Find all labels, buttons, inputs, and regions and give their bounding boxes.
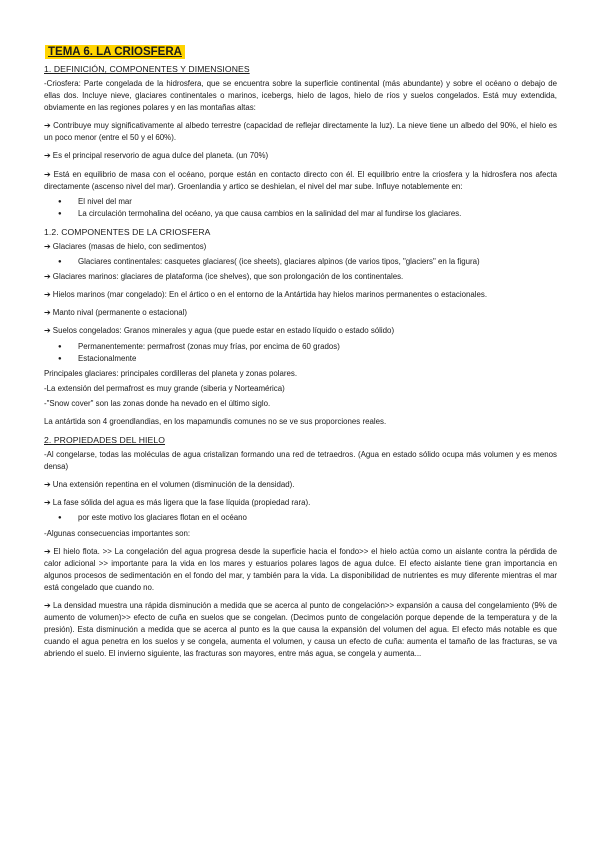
paragraph-densidad: ➔ La densidad muestra una rápida disminución a medida que se acerca al punto de congelación>> expansión a causa del congelamiento (9% de aumento de volumen)>> efecto de cuña en suelos que se congelan. (Decimos punto de congelación porque depende de la temperatura y de la presión). Esta disminución a medida que se acerca al punto es la que causa la expansión del volumen del agua. El efecto más notable es que cuando el agua penetra en los suelos y se congela, aumenta el volumen, y causa un efecto de cuña: aumenta el tamaño de las fracturas, se va abriendo el suelo. El invierno siguiente, las fracturas son mayores, entre más agua, se congela y aumenta... xyxy=(44,601,557,659)
paragraph-consecuencias: -Algunas consecuencias importantes son: xyxy=(44,528,191,538)
paragraph-congelarse: -Al congelarse, todas las moléculas de agua cristalizan formando una red de tetraedros. (Agua en estado sólido ocupa más volumen y es menos densa) xyxy=(44,450,557,472)
bullet-list-glaciares xyxy=(44,256,557,268)
section-heading-propiedades: 2. PROPIEDADES DEL HIELO xyxy=(44,435,166,446)
bullet-list-suelos xyxy=(44,341,557,365)
paragraph-antartida: La antártida son 4 groendlandias, en los mapamundis comunes no se ve sus proporciones reales. xyxy=(44,416,387,426)
list-item: ● El nivel del mar xyxy=(78,196,557,208)
section-heading-componentes: 1.2. COMPONENTES DE LA CRIOSFERA xyxy=(44,226,211,237)
paragraph-fase-solida: ➔ La fase sólida del agua es más ligera que la fase líquida (propiedad rara). xyxy=(44,498,311,508)
paragraph-equilibrio: ➔ Está en equilibrio de masa con el océano, porque están en contacto directo con él. El equilibrio entre la criosfera y la hidrosfera nos afecta directamente (ascenso nivel del mar). Groenlandia y artico se deshielan, el nivel del mar sube. Influye notablemente en: xyxy=(44,169,557,191)
paragraph-extension-volumen: ➔ Una extensión repentina en el volumen (disminución de la densidad). xyxy=(44,480,295,490)
bullet-list-influye xyxy=(44,196,557,220)
section-heading-definicion: 1. DEFINICIÓN, COMPONENTES Y DIMENSIONES xyxy=(44,64,250,74)
paragraph-criosfera-definition: -Criosfera: Parte congelada de la hidrosfera, que se encuentra sobre la superficie continental (más abundante) y sobre el océano o debajo de ellas dos. Incluye nieve, glaciares continentales o marinos, icebergs, hielo de lagos, hielo de ríos y suelos congelados. Está muy extendida, obviamente en las regiones polares y en las montañas altas: xyxy=(44,79,557,113)
list-item: ● Estacionalmente xyxy=(78,353,557,365)
paragraph-manto-nival: ➔ Manto nival (permanente o estacional) xyxy=(44,308,188,318)
list-item: ● Permanentemente: permafrost (zonas muy frías, por encima de 60 grados) xyxy=(78,341,557,353)
list-item: ● La circulación termohalina del océano, ya que causa cambios en la salinidad del mar al fundirse los glaciares. xyxy=(78,208,557,220)
paragraph-glaciares: ➔ Glaciares (masas de hielo, con sedimentos) xyxy=(44,241,207,251)
paragraph-suelos-congelados: ➔ Suelos congelados: Granos minerales y agua (que puede estar en estado líquido o estado sólido) xyxy=(44,326,395,336)
paragraph-hielo-flota: ➔ El hielo flota. >> La congelación del agua progresa desde la superficie hacia el fondo>> el hielo actúa como un aislante contra la pérdida de calor adicional >> importante para la vida en los mares y estuarios polares lagos de agua dulce. El efecto aislante tiene gran importancia en algunos procesos de sedimentación en el fondo del mar, y también para la vida. La disponibilidad de nutrientes es muy diferente mientras el mar está congelado que cuando no. xyxy=(44,546,557,592)
bullet-list-flotan xyxy=(44,512,557,524)
paragraph-principales-glaciares: Principales glaciares: principales cordilleras del planeta y zonas polares. xyxy=(44,368,298,378)
paragraph-permafrost: -La extensión del permafrost es muy grande (siberia y Norteamérica) xyxy=(44,383,285,393)
paragraph-snow-cover: -"Snow cover" son las zonas donde ha nevado en el último siglo. xyxy=(44,398,271,408)
list-item: ● por este motivo los glaciares flotan en el océano xyxy=(78,512,557,524)
paragraph-hielos-marinos: ➔ Hielos marinos (mar congelado): En el ártico o en el entorno de la Antártida hay hielos marinos permanentes o estacionales. xyxy=(44,290,488,300)
document-page xyxy=(44,42,557,660)
paragraph-albedo: ➔ Contribuye muy significativamente al albedo terrestre (capacidad de reflejar directamente la luz). La nieve tiene un albedo del 90%, el hielo es un poco menor (entre el 50 y el 60%). xyxy=(44,121,557,143)
paragraph-reservorio: ➔ Es el principal reservorio de agua dulce del planeta. (un 70%) xyxy=(44,151,269,161)
paragraph-glaciares-marinos: ➔ Glaciares marinos: glaciares de plataforma (ice shelves), que son prolongación de los continentales. xyxy=(44,272,404,282)
document-title: TEMA 6. LA CRIOSFERA xyxy=(45,45,185,59)
list-item: ● Glaciares continentales: casquetes glaciares( (ice sheets), glaciares alpinos (de varios tipos, "glaciers" en la figura) xyxy=(78,256,557,268)
